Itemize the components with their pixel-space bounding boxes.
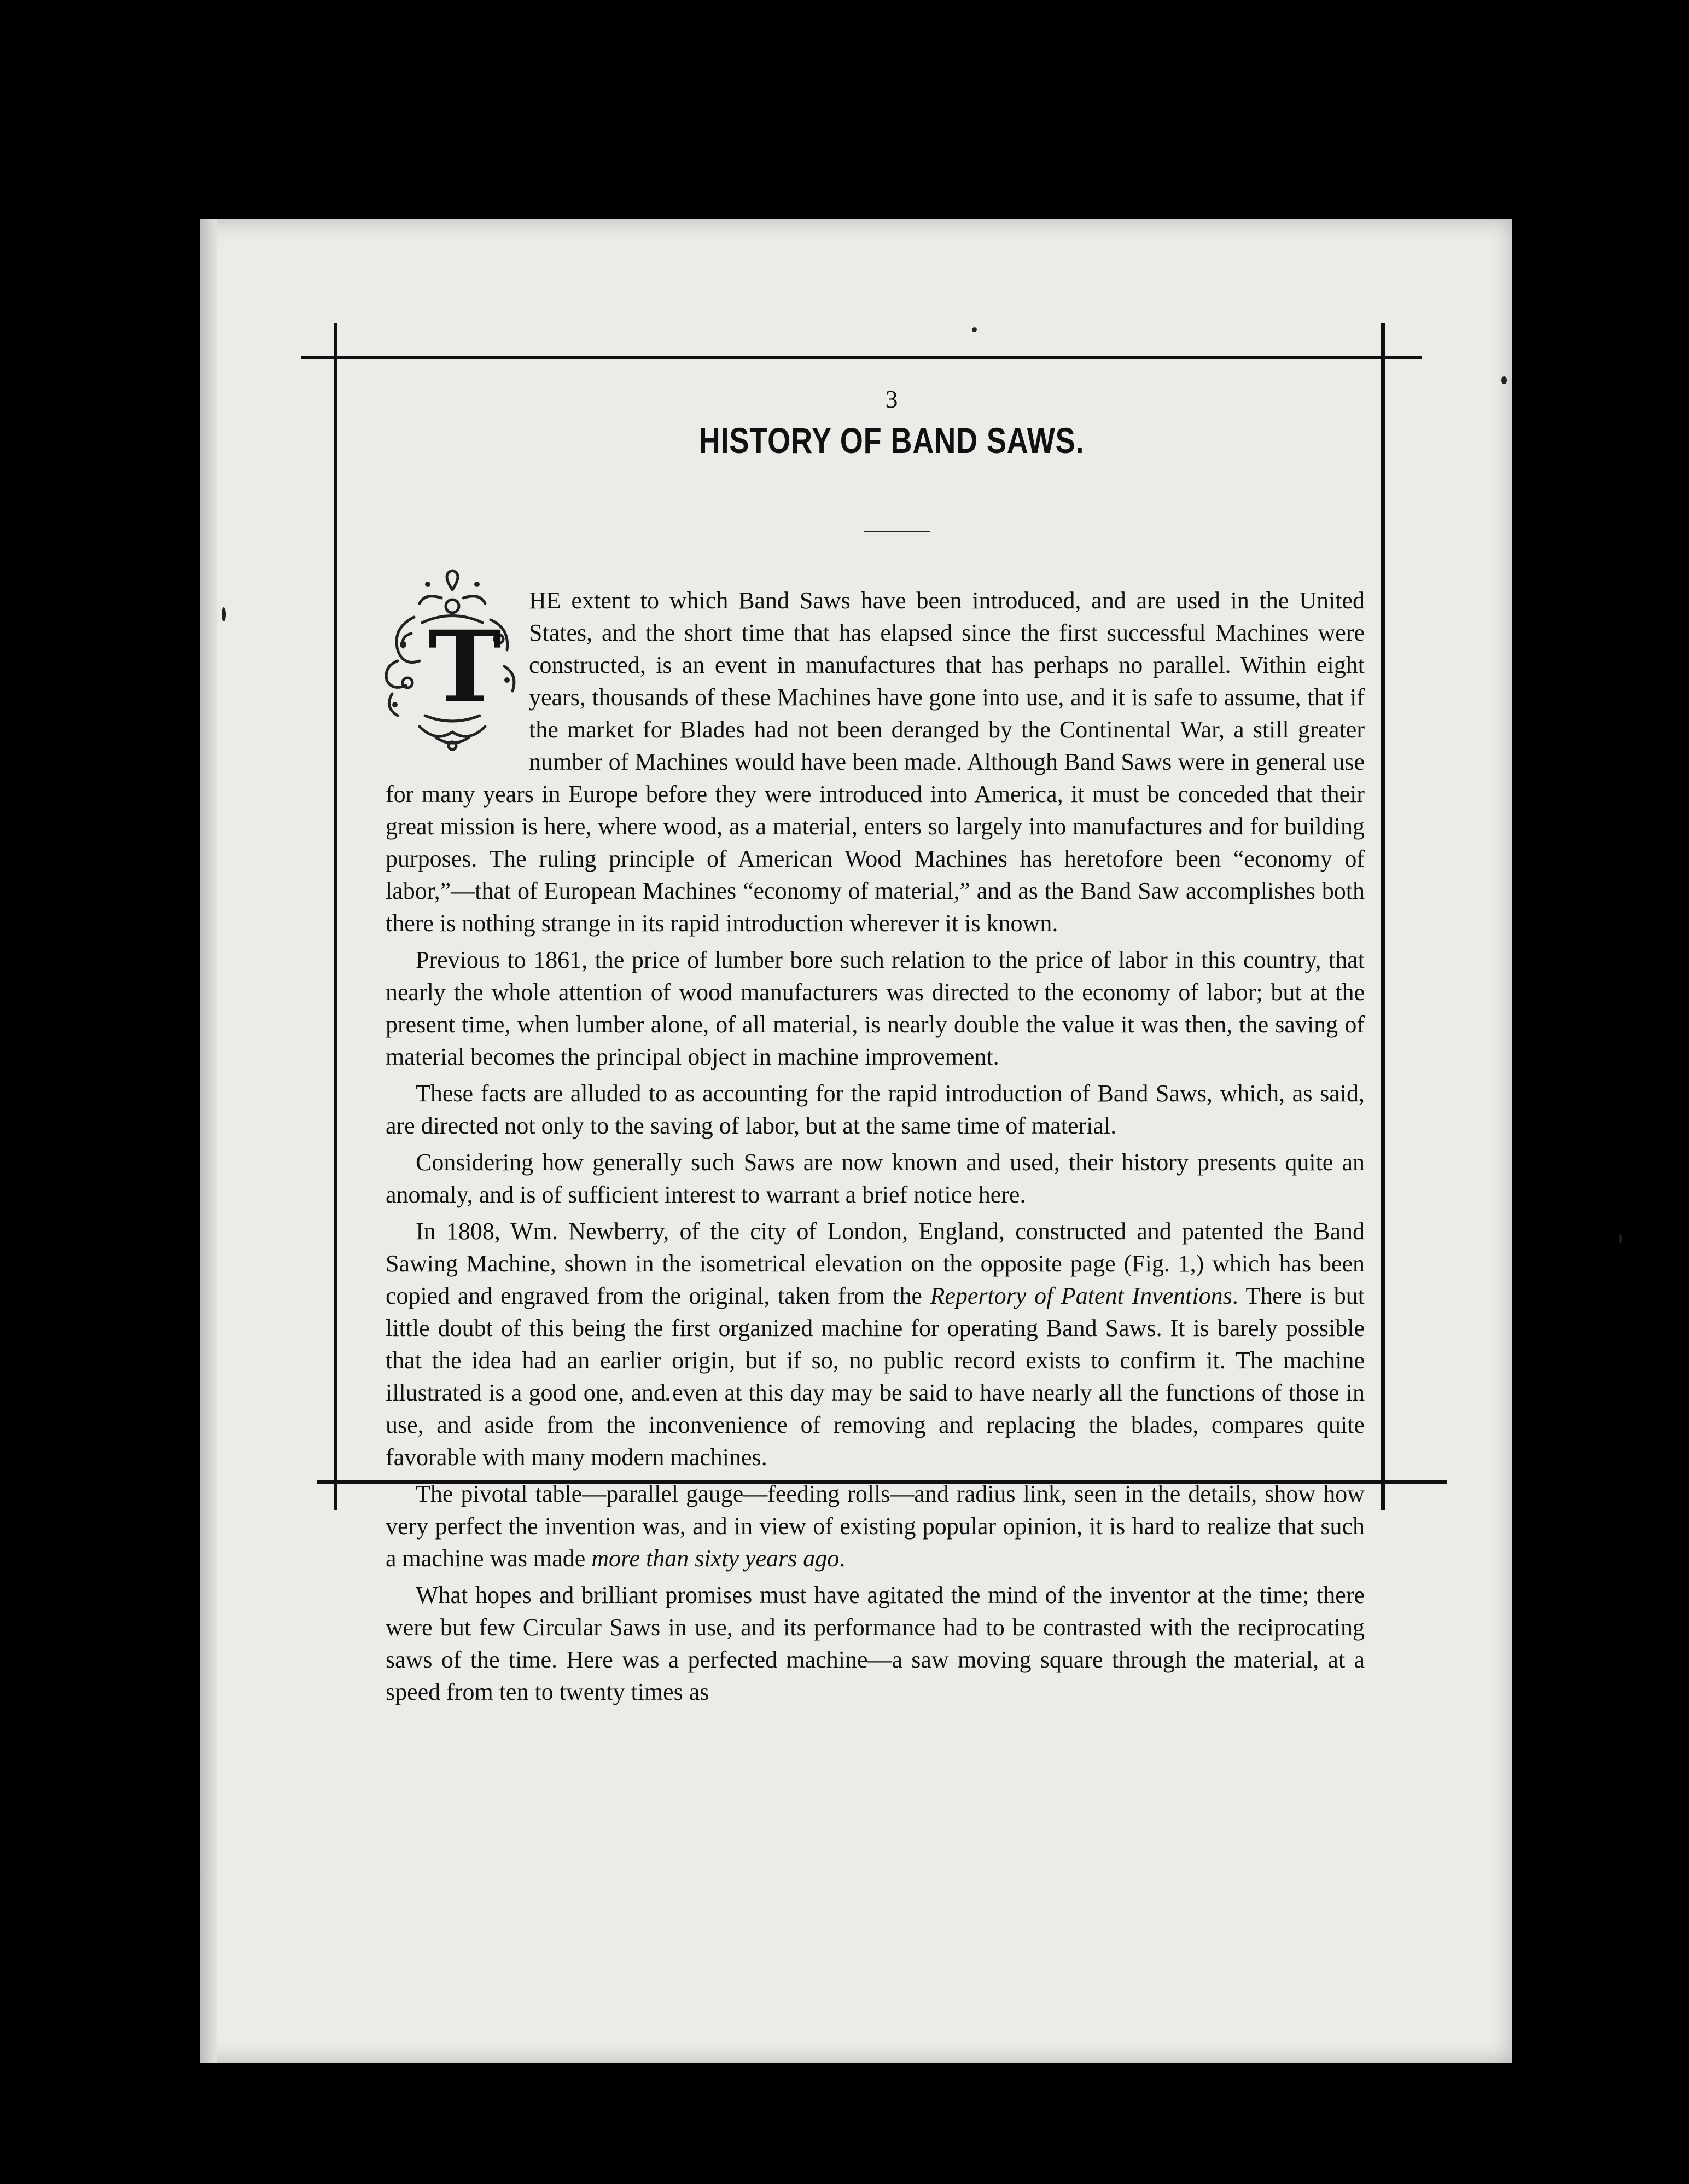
- dropcap-letter: T: [428, 609, 502, 725]
- paragraph-text: . There is but little doubt of this being the first organized machine for operating Band Saws. It is barely possible that the idea had an earlier origin, but if so, no public record exists to confirm it. The machine illustrated is a good one, and even at this day may be said to have nearly all the functions of those in use, and aside from the inconvenience of removing and replacing the blades, compares quite favorable with many modern machines.: [386, 1282, 1365, 1471]
- paragraph-2: [386, 944, 1365, 1073]
- frame-rule-left: [334, 323, 337, 1510]
- page-binding-edge: [200, 219, 217, 2063]
- body-text: [386, 584, 1365, 1708]
- paragraph-text: These facts are alluded to as accounting for the rapid introduction of Band Saws, which, as said, are directed not only to the saving of labor, but at the same time of material.: [386, 1080, 1365, 1139]
- paragraph-4: [386, 1146, 1365, 1211]
- paragraph-text: Considering how generally such Saws are now known and used, their history presents quite an anomaly, and is of sufficient interest to warrant a brief notice here.: [386, 1149, 1365, 1208]
- frame-rule-top: [301, 356, 1422, 359]
- paragraph-text: HE extent to which Band Saws have been introduced, and are used in the United States, and the short time that has elapsed since the first successful Machines were constructed, is an event in manufactures that has perhaps no parallel. Within eight years, thousands of these Machines have gone into use, and it is safe to assume, that if the market for Blades had not been deranged by the Continental War, a still greater number of Machines would have been made. Although Band Saws were in general use for many years in Europe before they were introduced into America, it must be conceded that their great mission is here, where wood, as a material, enters so largely into manufactures and for building purposes. The ruling principle of American Wood Machines has heretofore been “economy of labor,”—that of European Machines “economy of material,” and as the Band Saw accomplishes both there is nothing strange in its rapid introduction wherever it is known.: [386, 587, 1365, 937]
- paragraph-text: Previous to 1861, the price of lumber bore such relation to the price of labor in this country, that nearly the whole attention of wood manufacturers was directed to the economy of labor; but at the present time, when lumber alone, of all material, is nearly double the value it was then, the saving of material becomes the principal object in machine improvement.: [386, 946, 1365, 1070]
- title-divider: [864, 531, 930, 532]
- paragraph-1: [386, 584, 1365, 939]
- dust-speck: [1501, 376, 1507, 384]
- paragraph-6: [386, 1478, 1365, 1575]
- ornamental-dropcap: [381, 568, 523, 754]
- italic-emphasis: more than sixty years ago: [591, 1545, 840, 1572]
- dust-speck: [222, 607, 226, 621]
- paragraph-text: .: [839, 1545, 846, 1572]
- page-title: HISTORY OF BAND SAWS.: [698, 420, 1085, 461]
- paragraph-3: [386, 1077, 1365, 1142]
- paragraph-text: What hopes and brilliant promises must have agitated the mind of the inventor at the time; there were but few Circular Saws in use, and its performance had to be contrasted with the reciprocating saws of the time. Here was a perfected machine—a saw moving square through the material, at a speed from ten to twenty times as: [386, 1582, 1365, 1705]
- paragraph-7: [386, 1579, 1365, 1708]
- page-content: [386, 383, 1365, 1712]
- dust-speck: [972, 327, 977, 332]
- italic-reference: Repertory of Patent Inventions: [930, 1282, 1232, 1309]
- dust-speck: [1619, 1234, 1622, 1244]
- frame-rule-right: [1381, 323, 1385, 1510]
- paragraph-text: In 1808, Wm. Newberry, of the city of London, England, constructed and patented the Band Sawing Machine, shown in the isometrical elevation on the opposite page (Fig. 1,) which has been copied and engraved from the original, taken from the: [386, 1218, 1365, 1309]
- page-number: 3: [885, 385, 898, 413]
- paragraph-text: The pivotal table—parallel gauge—feeding rolls—and radius link, seen in the details, show how very perfect the invention was, and in view of existing popular opinion, it is hard to realize that such a machine was made: [386, 1480, 1365, 1572]
- paragraph-5: [386, 1215, 1365, 1473]
